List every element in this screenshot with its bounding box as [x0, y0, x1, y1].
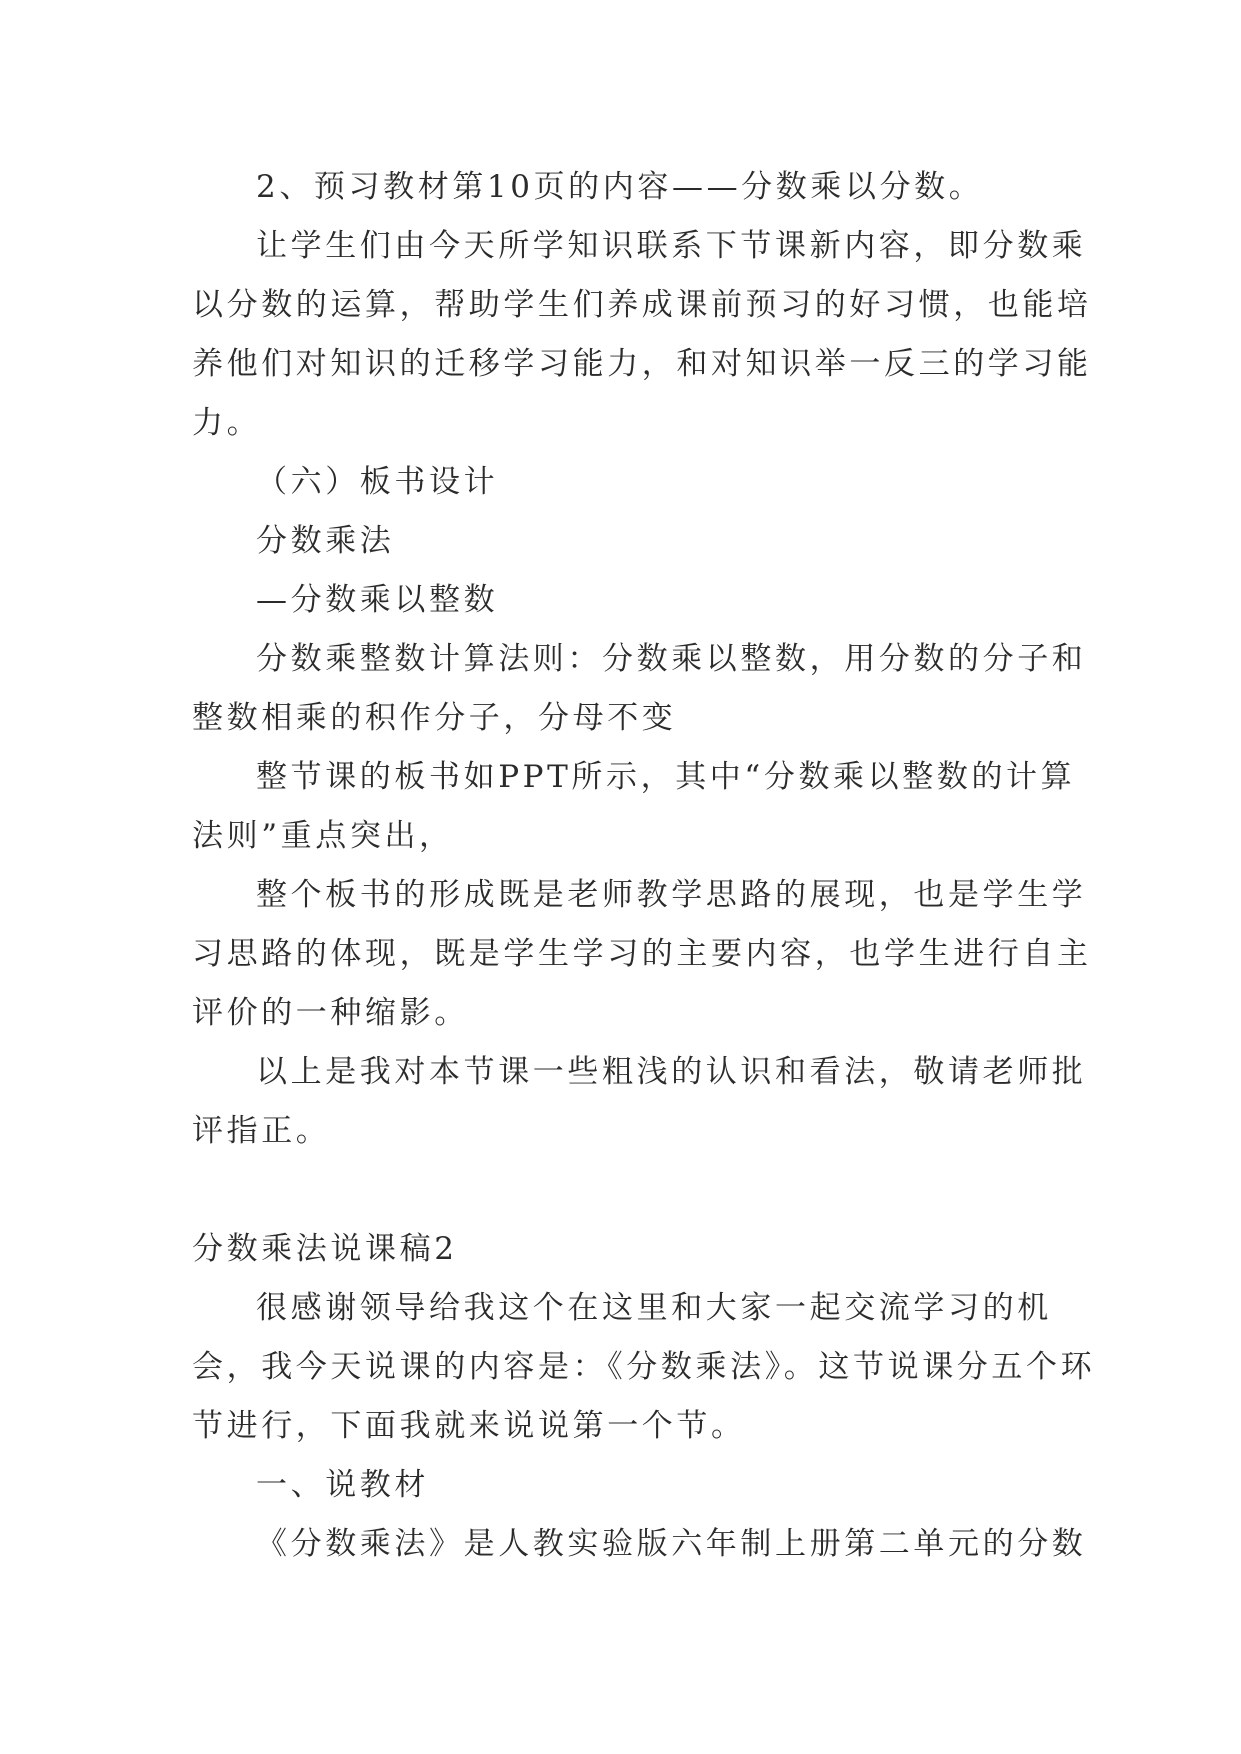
paragraph-line: 会，我今天说课的内容是：《分数乘法》。这节说课分五个环	[192, 1349, 1096, 1385]
paragraph-line: 养他们对知识的迁移学习能力，和对知识举一反三的学习能	[192, 346, 1092, 382]
paragraph-line: 分数乘整数计算法则：分数乘以整数，用分数的分子和	[256, 641, 1087, 677]
paragraph-line: 整节课的板书如PPT所示，其中“分数乘以整数的计算	[256, 759, 1076, 795]
paragraph-line: 让学生们由今天所学知识联系下节课新内容，即分数乘	[256, 228, 1087, 264]
paragraph-line: 力。	[192, 405, 262, 441]
paragraph-line: 法则”重点突出，	[192, 818, 454, 854]
paragraph-line: 习思路的体现，既是学生学习的主要内容，也学生进行自主	[192, 936, 1092, 972]
paragraph-line: 节进行，下面我就来说说第一个节。	[192, 1408, 746, 1444]
paragraph-line: 评指正。	[192, 1113, 331, 1149]
paragraph-line: 整个板书的形成既是老师教学思路的展现，也是学生学	[256, 877, 1087, 913]
section-heading-textbook: 一、说教材	[256, 1467, 429, 1503]
paragraph-line: 整数相乘的积作分子，分母不变	[192, 700, 677, 736]
document-section-title: 分数乘法说课稿2	[192, 1231, 458, 1267]
paragraph-line: 《分数乘法》是人教实验版六年制上册第二单元的分数	[256, 1526, 1087, 1562]
section-heading-board-design: （六）板书设计	[256, 464, 499, 500]
paragraph-line: 以分数的运算，帮助学生们养成课前预习的好习惯，也能培	[192, 287, 1092, 323]
board-subtitle: —分数乘以整数	[256, 582, 499, 618]
paragraph-line: 以上是我对本节课一些粗浅的认识和看法，敬请老师批	[256, 1054, 1087, 1090]
paragraph-line-preview-task: 2、预习教材第10页的内容——分数乘以分数。	[256, 169, 984, 205]
paragraph-line: 评价的一种缩影。	[192, 995, 469, 1031]
board-title: 分数乘法	[256, 523, 395, 559]
paragraph-line: 很感谢领导给我这个在这里和大家一起交流学习的机	[256, 1290, 1052, 1326]
